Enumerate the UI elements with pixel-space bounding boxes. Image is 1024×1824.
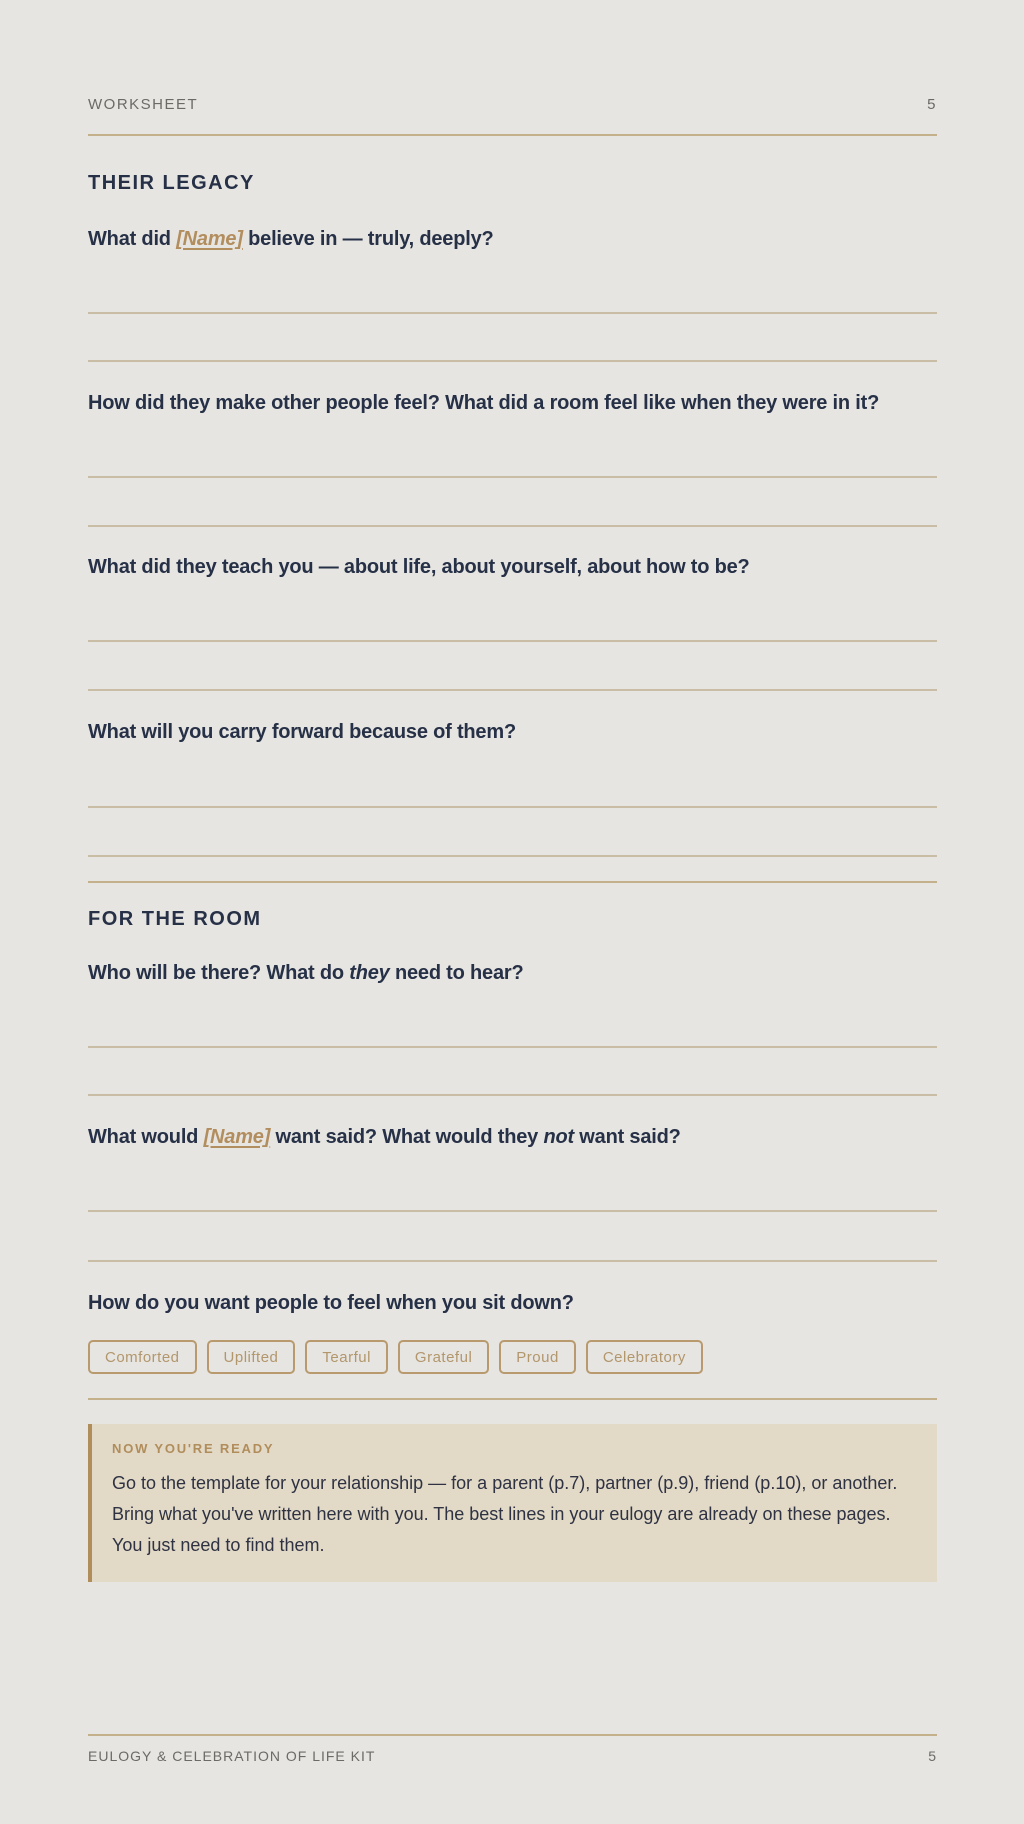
answer-line[interactable] [88,806,937,808]
section-title-room: FOR THE ROOM [88,908,262,930]
question-teach: What did they teach you — about life, about yourself, about how to be? [88,556,750,578]
answer-line[interactable] [88,476,937,478]
answer-line[interactable] [88,312,937,314]
footer-rule [88,1734,937,1736]
feeling-chip-comforted[interactable]: Comforted [88,1340,197,1374]
question-text: What would [88,1126,204,1148]
header-page-number: 5 [927,96,937,113]
callout-label: NOW YOU'RE READY [112,1441,275,1456]
question-carry-forward: What will you carry forward because of them? [88,721,516,743]
question-text: believe in — truly, deeply? [242,228,494,250]
answer-line[interactable] [88,1094,937,1096]
section-title-legacy: THEIR LEGACY [88,172,255,194]
question-text: need to hear? [389,962,524,984]
feeling-chip-celebratory[interactable]: Celebratory [586,1340,703,1374]
question-text: want said? [573,1126,681,1148]
question-believe [88,228,937,251]
emphasis-text: not [543,1126,574,1148]
answer-line[interactable] [88,855,937,857]
header-rule [88,134,937,136]
feeling-chip-uplifted[interactable]: Uplifted [207,1340,296,1374]
page-header [88,96,937,113]
worksheet-page [88,0,937,1824]
callout-body: Go to the template for your relationship — for a parent (p.7), partner (p.9), friend (p.10), or another. Bring what you've written here with you. The best lines in your eulogy are already on these pages. You just need to find them. [112,1473,898,1555]
question-text: What did [88,228,177,250]
feeling-chip-proud[interactable]: Proud [499,1340,576,1374]
answer-line[interactable] [88,525,937,527]
question-text: Who will be there? What do [88,962,350,984]
section-divider [88,1398,937,1400]
feeling-chip-grateful[interactable]: Grateful [398,1340,489,1374]
ready-callout [88,1424,937,1582]
question-text: want said? What would they [270,1126,544,1148]
header-label: WORKSHEET [88,96,199,113]
feeling-chips [88,1340,703,1374]
footer-label: EULOGY & CELEBRATION OF LIFE KIT [88,1748,376,1764]
answer-line[interactable] [88,640,937,642]
section-divider [88,881,937,883]
question-audience [88,962,937,985]
answer-line[interactable] [88,360,937,362]
answer-line[interactable] [88,1210,937,1212]
answer-line[interactable] [88,689,937,691]
emphasis-text: they [349,962,390,984]
question-feel: How did they make other people feel? What did a room feel like when they were in it? [88,392,880,414]
feeling-chip-tearful[interactable]: Tearful [305,1340,388,1374]
name-placeholder: [Name] [203,1126,271,1148]
page-footer [88,1748,937,1764]
name-placeholder: [Name] [176,228,243,250]
footer-page-number: 5 [928,1748,937,1764]
question-wishes [88,1126,937,1149]
question-sit-down: How do you want people to feel when you sit down? [88,1292,574,1314]
answer-line[interactable] [88,1260,937,1262]
answer-line[interactable] [88,1046,937,1048]
